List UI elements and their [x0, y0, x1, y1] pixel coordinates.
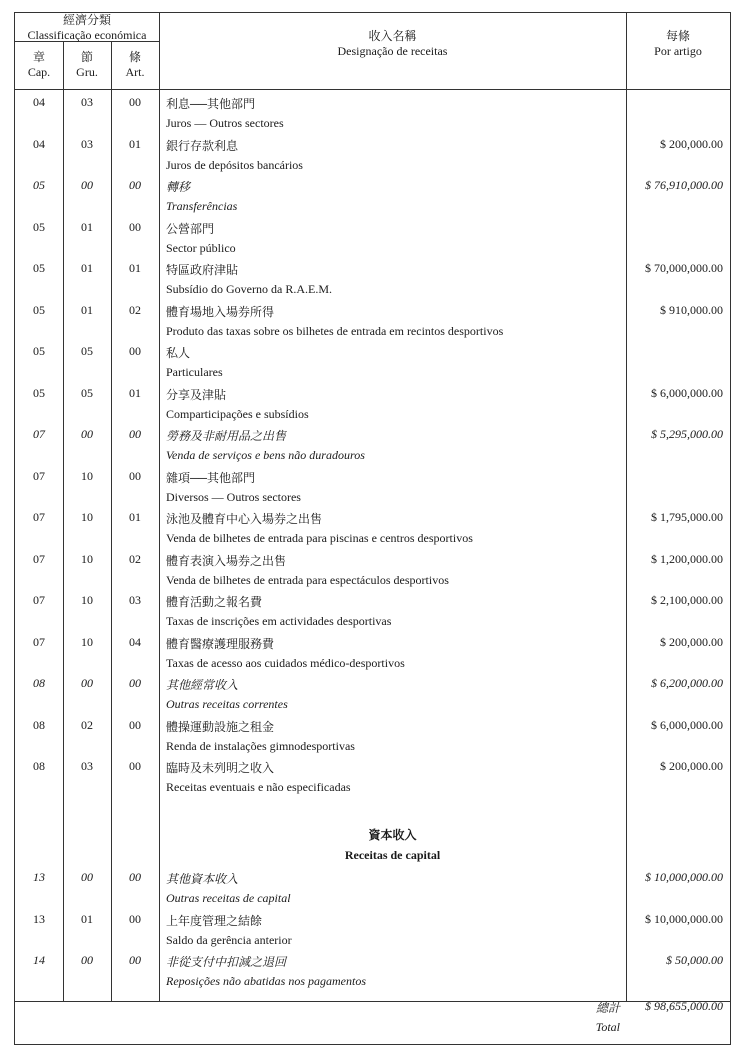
art-pt: Art. — [125, 65, 145, 79]
row-amount: $ 200,000.00 — [660, 634, 723, 649]
row-name-zh: 體育活動之報名費 — [166, 595, 263, 609]
row-gru: 00 — [81, 427, 93, 441]
row-cap: 08 — [33, 759, 45, 773]
gru-zh: 節 — [80, 50, 93, 64]
row-gru: 00 — [81, 953, 93, 967]
row-name-pt: Renda de instalações gimnodesportivas — [166, 738, 355, 753]
row-art: 01 — [129, 510, 141, 524]
row-name-pt: Sector público — [166, 240, 236, 255]
row-name-zh: 體育醫療護理服務費 — [166, 636, 275, 651]
row-name-pt: Taxas de acesso aos cuidados médico-desportivos — [166, 655, 405, 670]
row-art: 02 — [129, 551, 141, 566]
row-gru: 10 — [81, 634, 93, 649]
designation-pt: Designação de receitas — [337, 44, 448, 58]
row-cap: 13 — [33, 870, 45, 884]
row-art: 00 — [129, 911, 141, 926]
per-article-header — [626, 29, 730, 59]
row-name-pt: Juros de depósitos bancários — [166, 157, 303, 172]
row-cap: 05 — [33, 302, 45, 317]
row-name-zh: 分享及津貼 — [166, 387, 227, 402]
row-cap: 08 — [33, 717, 45, 732]
total-amount: $ 98,655,000.00 — [645, 999, 723, 1013]
row-cap: 05 — [33, 385, 45, 400]
row-gru: 00 — [81, 676, 93, 690]
row-name-zh: 特區政府津貼 — [166, 263, 239, 277]
row-name-zh: 雜項──其他部門 — [166, 470, 256, 485]
row-name-zh: 體育表演入場券之出售 — [166, 553, 287, 568]
row-art: 04 — [129, 634, 141, 649]
row-art: 00 — [129, 95, 141, 109]
row-amount: $ 200,000.00 — [660, 759, 723, 773]
row-name-pt: Comparticipações e subsídios — [166, 406, 309, 421]
row-name-zh: 勞務及非耐用品之出售 — [166, 429, 287, 443]
classification-header — [15, 13, 159, 43]
row-name-pt: Outras receitas de capital — [166, 891, 291, 905]
row-art: 02 — [129, 302, 141, 317]
row-name-zh: 泳池及體育中心入場券之出售 — [166, 512, 323, 526]
col-divider-amount — [626, 13, 627, 1001]
row-gru: 10 — [81, 593, 93, 607]
row-name-zh: 其他資本收入 — [166, 872, 239, 886]
row-cap: 05 — [33, 178, 45, 192]
total-top-line — [15, 1001, 730, 1002]
row-amount: $ 5,295,000.00 — [651, 427, 723, 441]
classification-pt: Classificação económica — [27, 28, 147, 42]
row-gru: 00 — [81, 870, 93, 884]
row-name-zh: 臨時及未列明之收入 — [166, 761, 275, 775]
row-art: 00 — [129, 178, 141, 192]
cap-zh: 章 — [32, 50, 45, 64]
row-cap: 05 — [33, 219, 45, 234]
row-cap: 14 — [33, 953, 45, 967]
row-amount: $ 1,795,000.00 — [651, 510, 723, 524]
row-name-zh: 體育場地入場券所得 — [166, 304, 275, 319]
row-cap: 05 — [33, 344, 45, 358]
row-name-pt: Taxas de inscrições em actividades desportivas — [166, 614, 392, 628]
row-art: 00 — [129, 427, 141, 441]
row-gru: 01 — [81, 302, 93, 317]
row-name-pt: Produto das taxas sobre os bilhetes de entrada em recintos desportivos — [166, 323, 504, 338]
row-cap: 13 — [33, 911, 45, 926]
row-amount: $ 200,000.00 — [660, 136, 723, 151]
per-article-zh: 每條 — [665, 29, 690, 43]
total-label-zh: 總計 — [595, 1001, 620, 1015]
row-art: 00 — [129, 759, 141, 773]
row-cap: 07 — [33, 551, 45, 566]
row-art: 00 — [129, 676, 141, 690]
row-name-zh: 私人 — [166, 346, 191, 360]
row-amount: $ 1,200,000.00 — [651, 551, 723, 566]
row-name-zh: 非從支付中扣減之退回 — [166, 955, 287, 969]
row-cap: 07 — [33, 634, 45, 649]
row-gru: 10 — [81, 510, 93, 524]
header-bottom-line — [15, 89, 730, 90]
row-amount: $ 910,000.00 — [660, 302, 723, 317]
row-gru: 01 — [81, 219, 93, 234]
row-art: 00 — [129, 717, 141, 732]
row-name-zh: 上年度管理之結餘 — [166, 913, 263, 928]
row-cap: 07 — [33, 593, 45, 607]
row-name-pt: Saldo da gerência anterior — [166, 932, 292, 947]
row-gru: 01 — [81, 261, 93, 275]
row-gru: 02 — [81, 717, 93, 732]
row-gru: 05 — [81, 385, 93, 400]
row-cap: 07 — [33, 468, 45, 483]
row-cap: 07 — [33, 427, 45, 441]
row-amount: $ 2,100,000.00 — [651, 593, 723, 607]
row-gru: 10 — [81, 468, 93, 483]
row-name-zh: 公營部門 — [166, 221, 215, 236]
row-name-zh: 其他經常收入 — [166, 678, 239, 692]
row-name-pt: Juros — Outros sectores — [166, 116, 284, 130]
row-amount: $ 6,000,000.00 — [651, 385, 723, 400]
row-amount: $ 10,000,000.00 — [645, 911, 723, 926]
row-gru: 03 — [81, 95, 93, 109]
row-cap: 07 — [33, 510, 45, 524]
row-name-zh: 體操運動設施之租金 — [166, 719, 275, 734]
row-cap: 08 — [33, 676, 45, 690]
row-name-pt: Particulares — [166, 365, 223, 379]
row-name-pt: Venda de serviços e bens não duradouros — [166, 448, 365, 462]
row-gru: 03 — [81, 136, 93, 151]
row-gru: 10 — [81, 551, 93, 566]
row-name-pt: Diversos — Outros sectores — [166, 489, 301, 504]
row-art: 03 — [129, 593, 141, 607]
row-name-pt: Venda de bilhetes de entrada para piscinas e centros desportivos — [166, 531, 473, 545]
row-name-zh: 利息──其他部門 — [166, 97, 256, 111]
art-zh: 條 — [128, 50, 141, 64]
row-amount: $ 6,200,000.00 — [651, 676, 723, 690]
total-label-pt: Total — [595, 1020, 620, 1034]
gru-pt: Gru. — [76, 65, 98, 79]
row-gru: 03 — [81, 759, 93, 773]
row-art: 01 — [129, 385, 141, 400]
row-amount: $ 6,000,000.00 — [651, 717, 723, 732]
art-header — [111, 50, 159, 80]
gru-header — [63, 50, 111, 80]
row-art: 00 — [129, 344, 141, 358]
row-art: 00 — [129, 870, 141, 884]
capital-title-zh: 資本收入 — [368, 828, 417, 842]
row-name-pt: Receitas eventuais e não especificadas — [166, 780, 351, 794]
row-name-pt: Reposições não abatidas nos pagamentos — [166, 974, 366, 988]
row-art: 01 — [129, 136, 141, 151]
row-cap: 05 — [33, 261, 45, 275]
row-art: 00 — [129, 468, 141, 483]
row-name-zh: 轉移 — [166, 180, 191, 194]
row-cap: 04 — [33, 95, 45, 109]
cap-header — [15, 50, 63, 80]
per-article-pt: Por artigo — [654, 44, 702, 58]
row-art: 00 — [129, 953, 141, 967]
row-amount: $ 10,000,000.00 — [645, 870, 723, 884]
row-amount: $ 70,000,000.00 — [645, 261, 723, 275]
row-amount: $ 50,000.00 — [666, 953, 723, 967]
row-gru: 05 — [81, 344, 93, 358]
designation-zh: 收入名稱 — [368, 29, 417, 43]
row-name-pt: Transferências — [166, 199, 238, 213]
row-name-pt: Subsídio do Governo da R.A.E.M. — [166, 282, 332, 296]
row-cap: 04 — [33, 136, 45, 151]
row-art: 01 — [129, 261, 141, 275]
row-name-zh: 銀行存款利息 — [166, 138, 239, 153]
classification-zh: 經濟分類 — [62, 13, 111, 27]
row-amount: $ 76,910,000.00 — [645, 178, 723, 192]
row-gru: 01 — [81, 911, 93, 926]
designation-header — [159, 29, 626, 59]
row-name-pt: Outras receitas correntes — [166, 697, 288, 711]
row-gru: 00 — [81, 178, 93, 192]
capital-title-pt: Receitas de capital — [344, 848, 441, 862]
cap-pt: Cap. — [27, 65, 51, 79]
row-art: 00 — [129, 219, 141, 234]
row-name-pt: Venda de bilhetes de entrada para espectáculos desportivos — [166, 572, 449, 587]
revenue-table — [14, 12, 731, 1045]
